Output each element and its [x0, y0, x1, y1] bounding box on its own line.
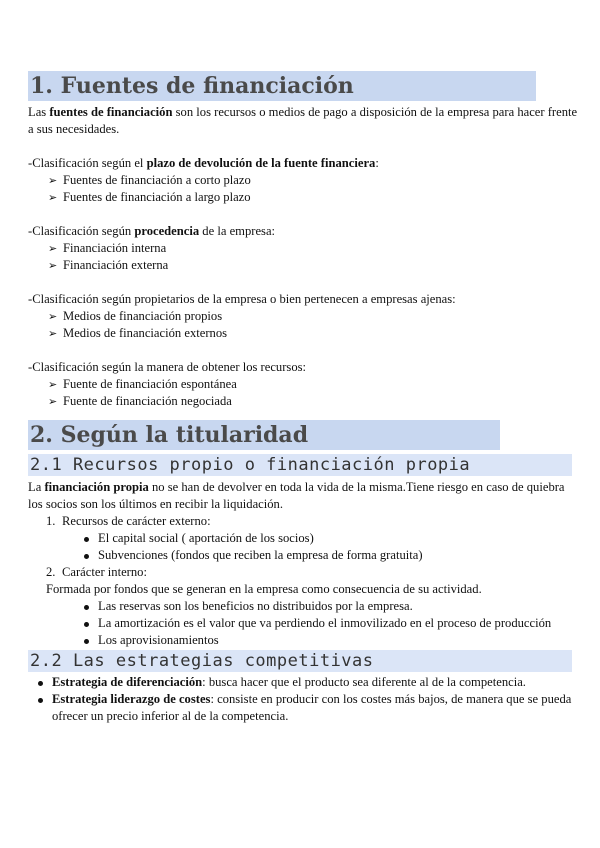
section-1-heading: 1. Fuentes de financiación [28, 71, 536, 101]
strategy-description: : busca hacer que el producto sea diferente al de la competencia. [202, 675, 526, 689]
list-item-text: Subvenciones (fondos que reciben la empresa de forma gratuita) [98, 548, 423, 562]
intro-text-rest: son los recursos o medios de pago a disposición de la empresa para hacer frente a sus necesidades. [28, 105, 578, 136]
bullet-dot-icon [84, 622, 89, 627]
intro-bold-term: fuentes de financiación [49, 105, 173, 119]
list-item [48, 172, 580, 189]
list-item [82, 632, 580, 649]
intro-text: Las [28, 105, 50, 119]
classification-text: -Clasificación según [28, 224, 135, 238]
classification-text-rest: : [375, 156, 379, 170]
list-item-text: Medios de financiación propios [63, 309, 223, 323]
subsection-2-1-intro [28, 479, 580, 513]
document-page [28, 71, 580, 725]
classification-bold: procedencia [134, 224, 200, 238]
arrow-bullet-icon: ➢ [48, 259, 58, 272]
list-item-text: Financiación externa [63, 258, 169, 272]
list-item [48, 376, 580, 393]
list-item [82, 598, 580, 615]
list-item [82, 547, 580, 564]
list-item-text: La amortización es el valor que va perdiendo el inmovilizado en el proceso de producción [98, 616, 552, 630]
classification-4: -Clasificación según la manera de obtener los recursos: [28, 360, 307, 374]
classification-1-list [28, 172, 580, 206]
list-item-text: Fuentes de financiación a corto plazo [63, 173, 251, 187]
numbered-item-label: Carácter interno: [62, 565, 147, 579]
numbered-list [28, 513, 580, 649]
classification-4-list [28, 376, 580, 410]
list-item [48, 240, 580, 257]
list-item-text: Medios de financiación externos [63, 326, 228, 340]
classification-2-list [28, 240, 580, 274]
classification-3: -Clasificación según propietarios de la empresa o bien pertenecen a empresas ajenas: [28, 292, 456, 306]
bullet-dot-icon [38, 681, 43, 686]
strategies-list [28, 674, 580, 725]
intro-text: La [28, 480, 45, 494]
list-item-text: Fuentes de financiación a largo plazo [63, 190, 251, 204]
arrow-bullet-icon: ➢ [48, 327, 58, 340]
subsection-2-2-heading: 2.2 Las estrategias competitivas [28, 650, 572, 672]
list-item [36, 691, 580, 725]
arrow-bullet-icon: ➢ [48, 378, 58, 391]
list-item-text: Fuente de financiación negociada [63, 394, 232, 408]
list-item-text: Los aprovisionamientos [98, 633, 219, 647]
arrow-bullet-icon: ➢ [48, 242, 58, 255]
arrow-bullet-icon: ➢ [48, 395, 58, 408]
numbered-item-2 [46, 564, 580, 649]
strategy-name: Estrategia liderazgo de costes [52, 692, 211, 706]
strategy-description: : consiste en producir con los costes más bajos, de manera que se pueda ofrecer un precio inferior al de la competencia. [52, 692, 572, 723]
list-number: 1. [46, 514, 56, 528]
intro-text-rest: no se han de devolver en toda la vida de la misma.Tiene riesgo en caso de quiebra los socios son los últimos en recibir la liquidación. [28, 480, 565, 511]
list-number: 2. [46, 565, 56, 579]
numbered-item-1 [46, 513, 580, 564]
classification-text: -Clasificación según el [28, 156, 147, 170]
bullet-dot-icon [84, 537, 89, 542]
subsection-2-1-heading: 2.1 Recursos propio o financiación propia [28, 454, 572, 476]
classification-bold: plazo de devolución de la fuente financiera [146, 156, 376, 170]
list-item [48, 257, 580, 274]
classification-3-list [28, 308, 580, 342]
list-item [82, 615, 580, 632]
list-item [48, 189, 580, 206]
section-2-heading: 2. Según la titularidad [28, 420, 500, 450]
list-item [36, 674, 580, 691]
classification-text-rest: de la empresa: [199, 224, 276, 238]
section-1-intro [28, 104, 580, 138]
list-item-text: El capital social ( aportación de los socios) [98, 531, 314, 545]
list-item [48, 325, 580, 342]
numbered-item-description: Formada por fondos que se generan en la empresa como consecuencia de su actividad. [46, 582, 482, 596]
arrow-bullet-icon: ➢ [48, 174, 58, 187]
bullet-dot-icon [38, 698, 43, 703]
list-item [48, 393, 580, 410]
classification-1 [28, 155, 580, 172]
bullet-list [62, 598, 580, 649]
intro-bold-term: financiación propia [44, 480, 149, 494]
list-item [82, 530, 580, 547]
numbered-item-label: Recursos de carácter externo: [62, 514, 211, 528]
strategy-name: Estrategia de diferenciación [52, 675, 203, 689]
list-item-text: Las reservas son los beneficios no distribuidos por la empresa. [98, 599, 413, 613]
arrow-bullet-icon: ➢ [48, 310, 58, 323]
bullet-dot-icon [84, 639, 89, 644]
bullet-list [62, 530, 580, 564]
list-item-text: Fuente de financiación espontánea [63, 377, 237, 391]
arrow-bullet-icon: ➢ [48, 191, 58, 204]
classification-2 [28, 223, 580, 240]
list-item-text: Financiación interna [63, 241, 167, 255]
bullet-dot-icon [84, 605, 89, 610]
bullet-dot-icon [84, 554, 89, 559]
list-item [48, 308, 580, 325]
